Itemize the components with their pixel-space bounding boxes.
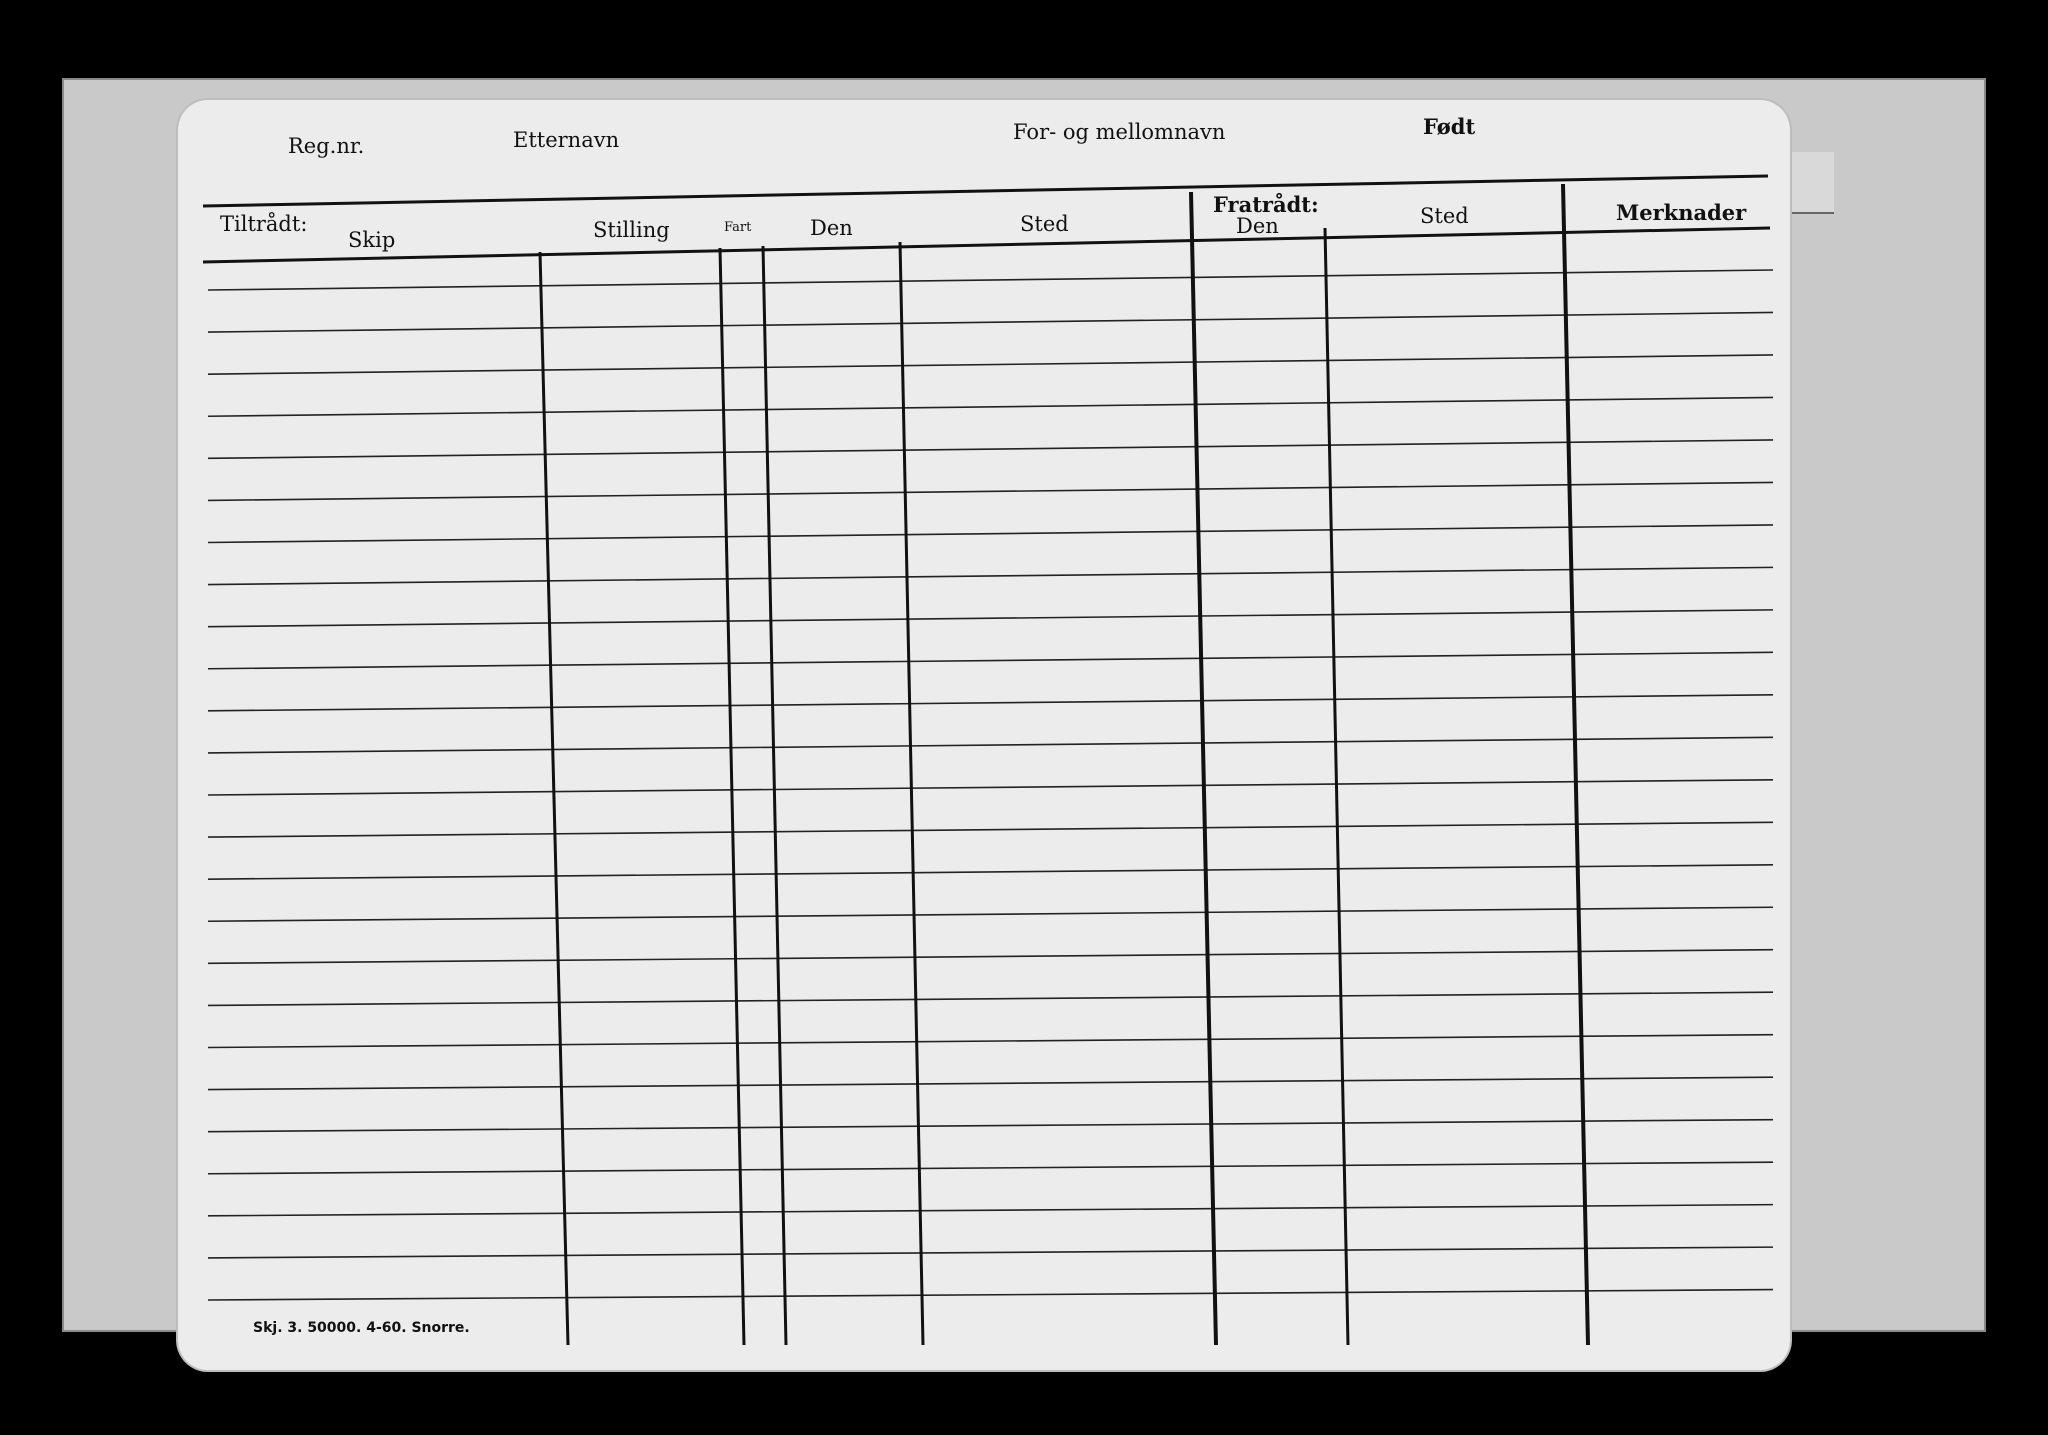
table-row-rule (208, 312, 1773, 332)
column-divider (1191, 192, 1216, 1345)
table-row-rule (208, 1120, 1773, 1132)
sted-column-header: Sted (1020, 212, 1069, 236)
column-divider (763, 246, 786, 1345)
table-row-rule (208, 1035, 1773, 1048)
card-ruling (178, 100, 1790, 1370)
regnr-label: Reg.nr. (288, 134, 365, 158)
table-row-rule (208, 822, 1773, 837)
table-row-rule (208, 695, 1773, 711)
den-column-header: Den (810, 216, 853, 240)
table-row-rule (208, 865, 1773, 879)
table-row-rule (208, 737, 1773, 753)
merknader-column-header: Merknader (1616, 200, 1747, 225)
fratradt-den-column-header: Den (1236, 214, 1279, 238)
table-row-rule (208, 440, 1773, 458)
table-row-rule (208, 992, 1773, 1005)
skip-column-header: Skip (348, 228, 396, 252)
column-divider (1325, 228, 1348, 1345)
table-row-rule (208, 1077, 1773, 1089)
table-row-rule (208, 1247, 1773, 1258)
fratradt-sted-column-header: Sted (1420, 204, 1469, 228)
table-row-rule (208, 610, 1773, 627)
column-divider (540, 252, 568, 1345)
header-bottom-rule (203, 228, 1770, 262)
fratradt-label: Fratrådt: (1213, 192, 1319, 217)
table-row-rule (208, 355, 1773, 374)
table-row-rule (208, 907, 1773, 921)
header-top-rule (203, 176, 1768, 206)
table-row-rule (208, 1162, 1773, 1174)
column-divider (720, 248, 744, 1345)
table-row-rule (208, 482, 1773, 500)
for-og-mellomnavn-label: For- og mellomnavn (1013, 120, 1226, 144)
table-row-rule (208, 1290, 1773, 1300)
fart-column-header: Fart (724, 220, 752, 235)
table-row-rule (208, 780, 1773, 795)
row-lines (208, 270, 1773, 1300)
registration-card (178, 100, 1790, 1370)
table-row-rule (208, 1205, 1773, 1216)
table-row-rule (208, 950, 1773, 964)
table-row-rule (208, 397, 1773, 416)
tiltradt-label: Tiltrådt: (220, 212, 308, 236)
table-row-rule (208, 567, 1773, 584)
stilling-column-header: Stilling (593, 218, 670, 242)
fodt-label: Født (1423, 114, 1476, 139)
table-row-rule (208, 652, 1773, 668)
etternavn-label: Etternavn (513, 128, 620, 152)
form-footer: Skj. 3. 50000. 4-60. Snorre. (253, 1320, 470, 1336)
table-row-rule (208, 525, 1773, 543)
table-row-rule (208, 270, 1773, 290)
